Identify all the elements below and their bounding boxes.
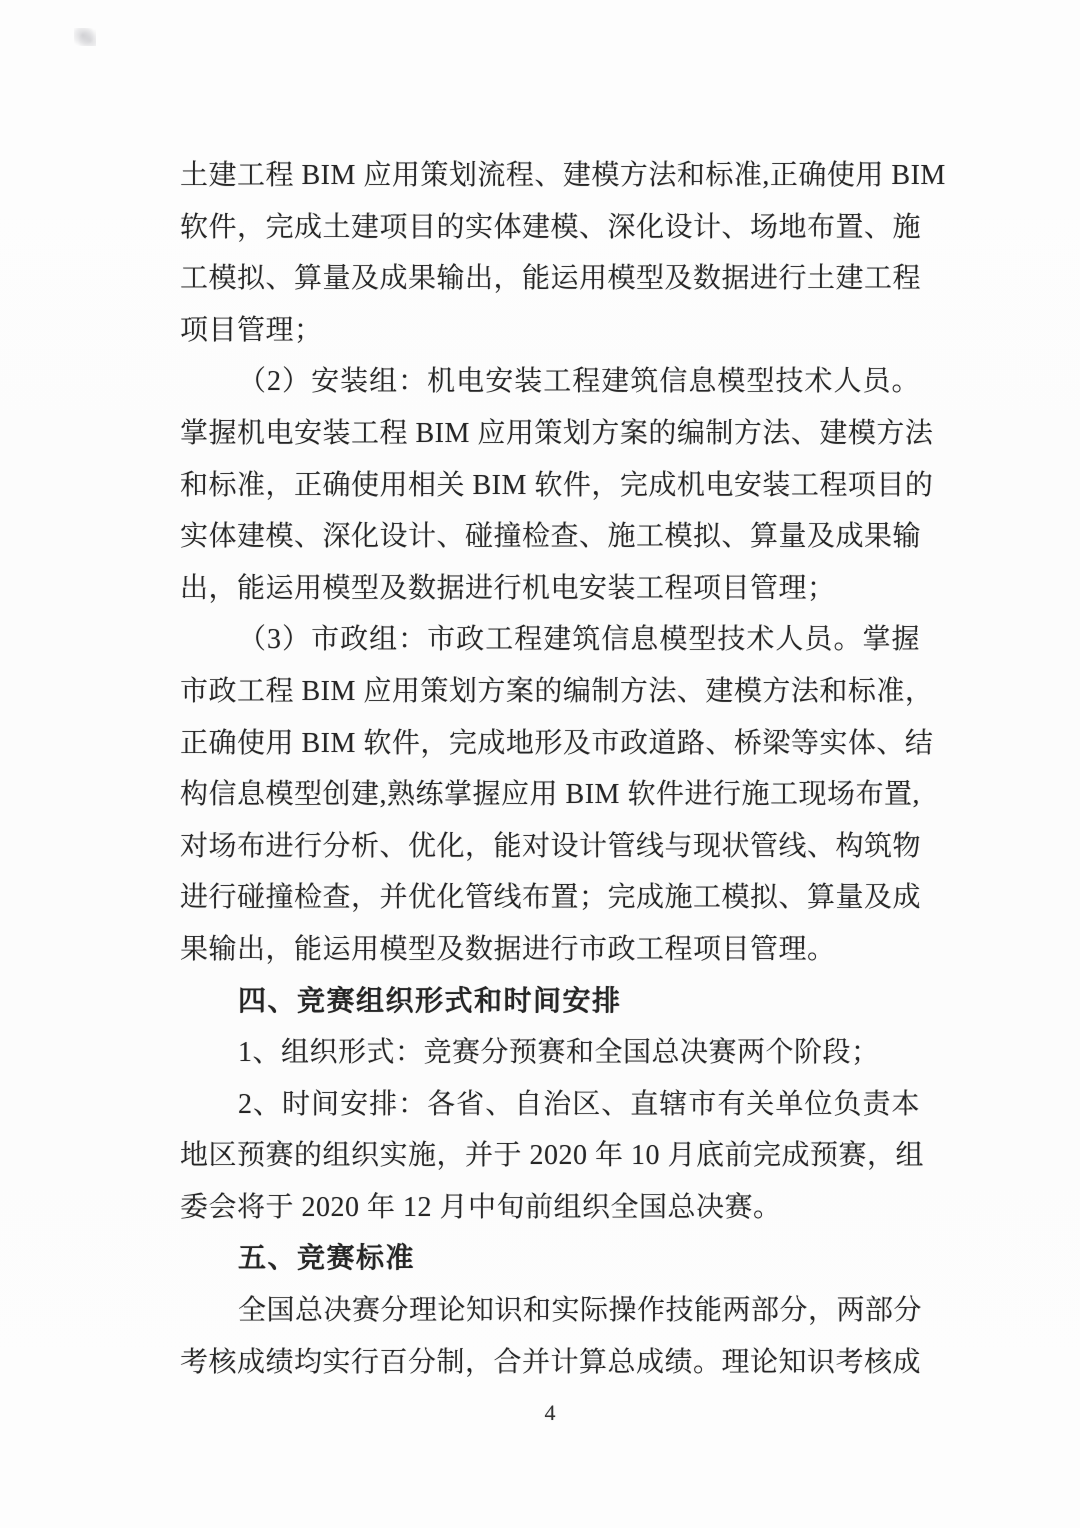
paragraph [180, 1285, 923, 1388]
text-line: 1、组织形式：竞赛分预赛和全国总决赛两个阶段； [238, 1037, 880, 1069]
paragraph [180, 614, 934, 975]
section [180, 1233, 920, 1285]
text-line: 项目管理； [180, 314, 323, 346]
text-line: 市政工程 BIM 应用策划方案的编制方法、建模方法和标准， [180, 675, 934, 707]
text-line: 掌握机电安装工程 BIM 应用策划方案的编制方法、建模方法 [180, 417, 934, 449]
text-line: 土建工程 BIM 应用策划流程、建模方法和标准,正确使用 BIM [180, 160, 946, 191]
section [180, 976, 920, 1028]
text-line: （3）市政组：市政工程建筑信息模型技术人员。掌握 [238, 624, 920, 656]
section-heading: 五、竞赛标准 [238, 1243, 416, 1275]
text-line: 2、时间安排：各省、自治区、直辖市有关单位负责本 [238, 1088, 920, 1120]
paragraph [180, 1079, 925, 1234]
text-line: 正确使用 BIM 软件，完成地形及市政道路、桥梁等实体、结 [180, 727, 934, 759]
page-number: 4 [544, 1400, 556, 1425]
paragraph [180, 356, 934, 614]
text-line: 和标准，正确使用相关 BIM 软件，完成机电安装工程项目的 [180, 469, 934, 501]
document-text-block [180, 150, 946, 1388]
text-line: 委会将于 2020 年 12 月中旬前组织全国总决赛。 [180, 1191, 782, 1223]
text-line: 考核成绩均实行百分制，合并计算总成绩。理论知识考核成 [180, 1346, 922, 1378]
text-line: 软件，完成土建项目的实体建模、深化设计、场地布置、施 [180, 211, 922, 243]
text-line: 构信息模型创建,熟练掌握应用 BIM 软件进行施工现场布置, [180, 779, 920, 811]
text-line: 出，能运用模型及数据进行机电安装工程项目管理； [180, 572, 836, 604]
section-heading: 四、竞赛组织形式和时间安排 [238, 985, 622, 1017]
text-line: 果输出，能运用模型及数据进行市政工程项目管理。 [180, 933, 836, 965]
text-line: 进行碰撞检查，并优化管线布置；完成施工模拟、算量及成 [180, 882, 922, 914]
text-line: （2）安装组：机电安装工程建筑信息模型技术人员。 [238, 366, 920, 398]
text-line: 全国总决赛分理论知识和实际操作技能两部分，两部分 [238, 1295, 923, 1327]
text-line: 工模拟、算量及成果输出，能运用模型及数据进行土建工程 [180, 263, 922, 295]
text-line: 对场布进行分析、优化，能对设计管线与现状管线、构筑物 [180, 830, 922, 862]
text-line: 实体建模、深化设计、碰撞检查、施工模拟、算量及成果输 [180, 521, 922, 553]
paragraph [180, 1027, 920, 1079]
paragraph [180, 150, 946, 356]
scan-smudge-artifact [74, 28, 96, 46]
text-line: 地区预赛的组织实施，并于 2020 年 10 月底前完成预赛，组 [180, 1140, 925, 1172]
